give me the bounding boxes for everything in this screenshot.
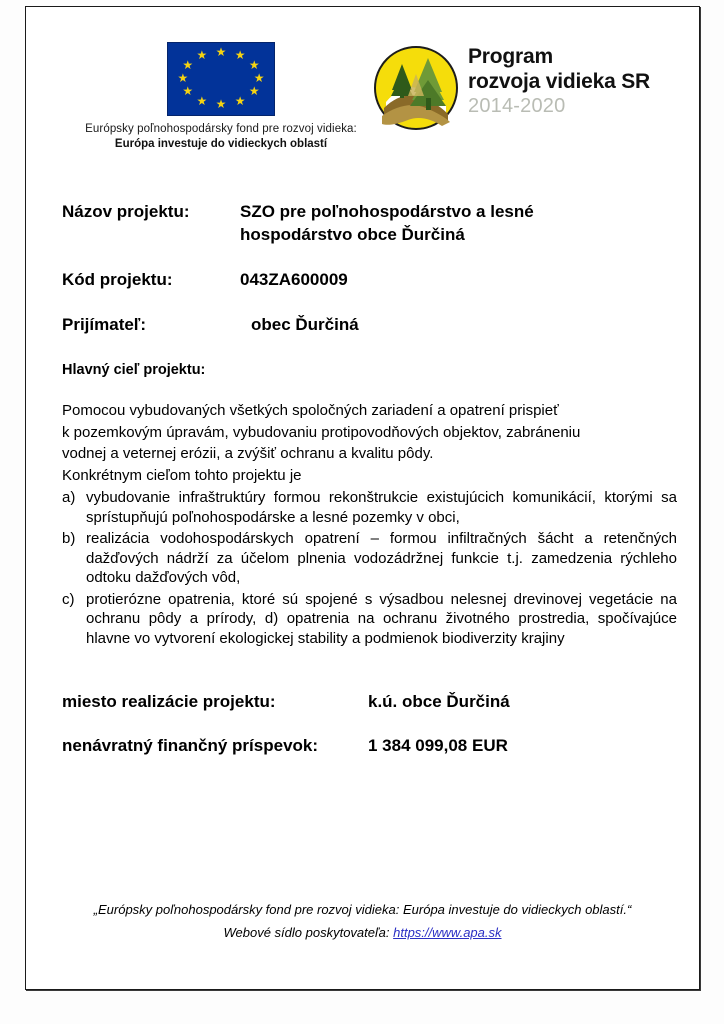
prv-emblem-icon — [372, 44, 460, 132]
project-code-label: Kód projektu: — [62, 270, 173, 289]
place-value: k.ú. obce Ďurčiná — [368, 692, 510, 711]
project-title-value — [240, 200, 534, 246]
project-title-line1: SZO pre poľnohospodárstvo a lesné — [240, 202, 534, 221]
eu-caption-line1: Európsky poľnohospodársky fond pre rozvoj vidieka: — [85, 123, 357, 135]
eu-flag-icon: ★ ★ ★ ★ ★ ★ ★ ★ ★ ★ ★ ★ — [167, 42, 275, 116]
list-item — [62, 529, 677, 588]
list-item-marker: a) — [62, 489, 76, 506]
header-logos — [26, 30, 699, 180]
prv-logo-block — [356, 36, 686, 151]
grant-label: nenávratný finančný príspevok: — [62, 736, 319, 755]
prv-years: 2014-2020 — [468, 95, 566, 117]
goal-intro-line: Pomocou vybudovaných všetkých spoločných zariadení a opatrení prispieť — [62, 402, 559, 419]
goal-heading: Hlavný cieľ projektu: — [62, 362, 206, 378]
list-item — [62, 590, 677, 649]
project-title-row — [26, 200, 699, 246]
bottom-fields — [26, 692, 699, 756]
grant-row — [26, 736, 699, 756]
goal-item-list — [26, 488, 699, 648]
list-item-text: vybudovanie infraštruktúry formou rekonštrukcie existujúcich komunikácií, ktorými sa sprístupňujú poľnohospodárske a lesné pozemky v obci, — [86, 489, 677, 526]
place-label: miesto realizácie projektu: — [62, 692, 276, 711]
footer — [26, 900, 699, 943]
goal-intro-line: vodnej a veternej erózii, a zvýšiť ochranu a kvalitu pôdy. — [62, 445, 434, 462]
footer-website-line — [26, 923, 699, 943]
project-code-row — [26, 268, 699, 291]
eu-caption-line2: Európa investuje do vidieckych oblastí — [114, 138, 328, 150]
list-item-marker: b) — [62, 530, 76, 547]
footer-quote: „Európsky poľnohospodársky fond pre rozvoj vidieka: Európa investuje do vidieckych oblastí.“ — [93, 902, 632, 917]
beneficiary-row — [26, 313, 699, 336]
list-item — [62, 488, 677, 527]
place-row — [26, 692, 699, 712]
beneficiary-value: obec Ďurčiná — [251, 315, 359, 334]
grant-value: 1 384 099,08 EUR — [368, 736, 508, 755]
list-item-marker: c) — [62, 590, 75, 608]
footer-website-label: Webové sídlo poskytovateľa: — [223, 925, 390, 940]
prv-wordmark — [468, 44, 650, 118]
eu-logo-block — [76, 42, 366, 150]
footer-website-link[interactable]: https://www.apa.sk — [393, 925, 502, 940]
document-body — [26, 200, 699, 780]
goal-intro-line: Konkrétnym cieľom tohto projektu je — [62, 466, 302, 484]
prv-title-line2: rozvoja vidieka SR — [468, 70, 650, 93]
project-title-label: Názov projektu: — [62, 202, 190, 221]
list-item-text: protierózne opatrenia, ktoré sú spojené s výsadbou nelesnej drevinovej vegetácie na ochranu pôdy a prírody, d) opatrenia na ochranu životného prostredia, spočívajúce hlavne vo vytvorení ekologickej stability a podmienok biodiverzity krajiny — [86, 590, 677, 647]
goal-intro — [26, 400, 699, 486]
beneficiary-label: Prijímateľ: — [62, 315, 147, 334]
project-code-value: 043ZA600009 — [240, 270, 348, 289]
prv-title-line1: Program — [468, 45, 553, 68]
list-item-text: realizácia vodohospodárskych opatrení – formou infiltračných šácht a retenčných dažďových nádrží za účelom plnenia vodozádržnej funkcie t.j. zamedzenia rýchleho odtoku dažďových vôd, — [86, 530, 677, 586]
goal-intro-line: k pozemkovým úpravám, vybudovaniu protipovodňových objektov, zabráneniu — [62, 423, 581, 441]
project-title-line2: hospodárstvo obce Ďurčiná — [240, 225, 465, 244]
